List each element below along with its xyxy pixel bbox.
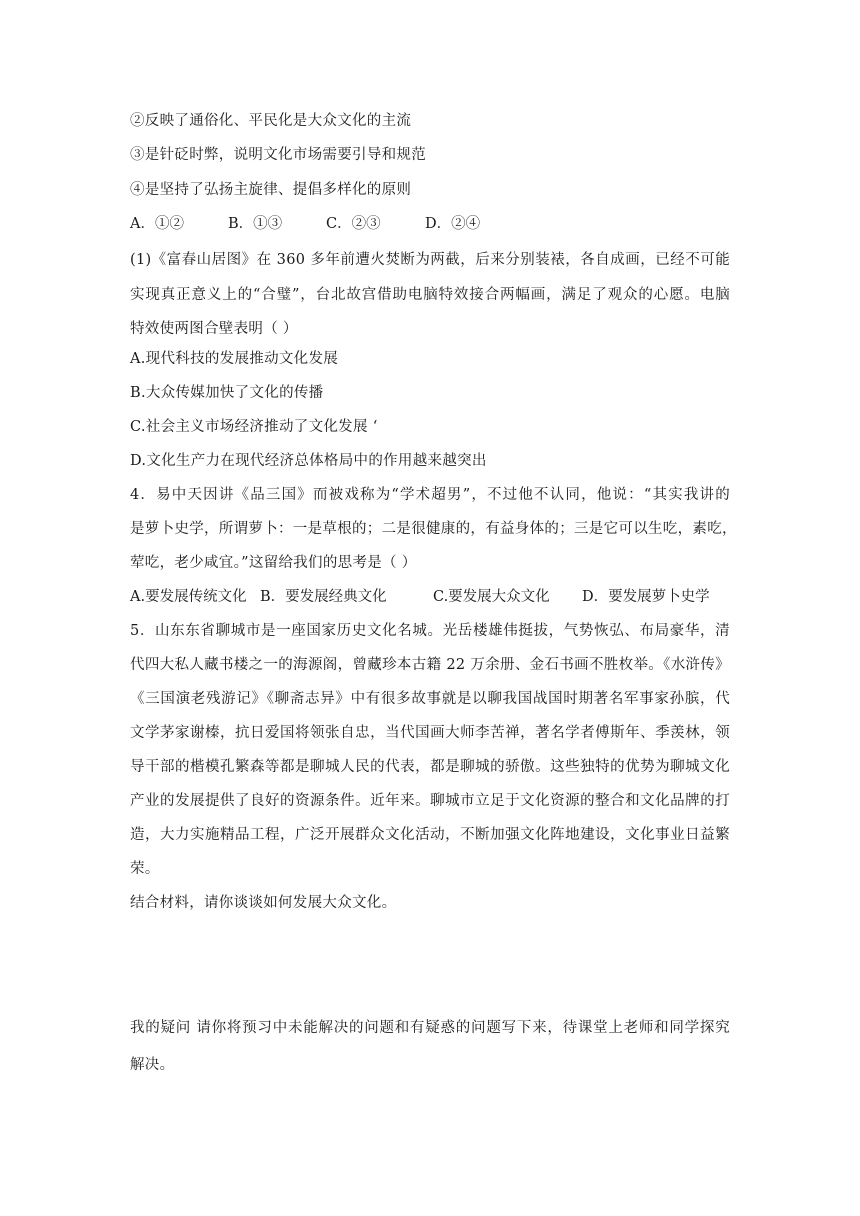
fuchun-question-line-3: 特效使两图合壁表明（ ） bbox=[130, 321, 298, 337]
option-a: A．①② bbox=[130, 216, 184, 232]
fuchun-option-b: B.大众传媒加快了文化的传播 bbox=[130, 385, 324, 401]
fuchun-question-line-2: 实现真正意义上的“合璧”，台北故宫借助电脑特效接合两幅画，满足了观众的心愿。电脑 bbox=[130, 287, 730, 303]
q4-option-d: D．要发展萝卜史学 bbox=[582, 589, 710, 605]
q4-option-a: A.要发展传统文化 bbox=[130, 589, 247, 605]
q4-line-3: 荤吃，老少咸宜。”这留给我们的思考是（ ） bbox=[130, 555, 417, 571]
statement-4: ④是坚持了弘扬主旋律、提倡多样化的原则 bbox=[130, 182, 412, 198]
statement-2: ②反映了通俗化、平民化是大众文化的主流 bbox=[130, 113, 412, 129]
fuchun-question-line-1: (1)《富春山居图》在 360 多年前遭火焚断为两截，后来分别装裱，各自成画，已经不可能 bbox=[130, 252, 730, 268]
q5-line-6: 产业的发展提供了良好的资源条件。近年来。聊城市立足于文化资源的整合和文化品牌的打 bbox=[130, 793, 730, 809]
option-d: D．②④ bbox=[425, 216, 481, 232]
doubts-line-1: 我的疑问 请你将预习中未能解决的问题和有疑惑的问题写下来，待课堂上老师和同学探究 bbox=[130, 1020, 730, 1036]
q4-options bbox=[130, 587, 730, 607]
q4-option-b: B．要发展经典文化 bbox=[260, 589, 387, 605]
q5-line-4: 文学茅家谢榛，抗日爱国将领张自忠，当代国画大师李苦禅，著名学者傅斯年、季羡林，领 bbox=[130, 725, 730, 741]
option-b: B．①③ bbox=[228, 216, 283, 232]
q4-line-2: 是萝卜史学，所谓萝卜：一是草根的；二是很健康的，有益身体的；三是它可以生吃，素吃， bbox=[130, 521, 737, 537]
fuchun-option-a: A.现代科技的发展推动文化发展 bbox=[130, 351, 339, 367]
q5-prompt: 结合材料，请你谈谈如何发展大众文化。 bbox=[130, 895, 397, 911]
q5-line-2: 代四大私人藏书楼之一的海源阁，曾藏珍本古籍 22 万余册、金石书画不胜枚举。《水浒传》 bbox=[130, 657, 730, 673]
statement-3: ③是针砭时弊，说明文化市场需要引导和规范 bbox=[130, 147, 426, 163]
q5-line-5: 导干部的楷模孔繁森等都是聊城人民的代表，都是聊城的骄傲。这些独特的优势为聊城文化 bbox=[130, 759, 730, 775]
q5-line-8: 荣。 bbox=[130, 861, 160, 877]
doubts-line-2: 解决。 bbox=[130, 1057, 175, 1073]
q5-line-3: 《三国演老残游记》《聊斋志异》中有很多故事就是以聊我国战国时期著名军事家孙膑，代 bbox=[130, 691, 730, 707]
q5-line-1: 5．山东东省聊城市是一座国家历史文化名城。光岳楼雄伟挺拔，气势恢弘、布局豪华，清 bbox=[130, 623, 730, 639]
q5-line-7: 造，大力实施精品工程，广泛开展群众文化活动，不断加强文化阵地建设，文化事业日益繁 bbox=[130, 827, 730, 843]
fuchun-option-d: D.文化生产力在现代经济总体格局中的作用越来越突出 bbox=[130, 453, 487, 469]
option-c: C．②③ bbox=[326, 216, 381, 232]
fuchun-option-c: C.社会主义市场经济推动了文化发展 ‘ bbox=[130, 419, 378, 435]
answer-options-1 bbox=[130, 214, 730, 234]
q4-option-c: C.要发展大众文化 bbox=[433, 589, 550, 605]
q4-line-1: 4．易中天因讲《品三国》而被戏称为“学术超男”，不过他不认同，他说：“其实我讲的 bbox=[130, 487, 730, 503]
